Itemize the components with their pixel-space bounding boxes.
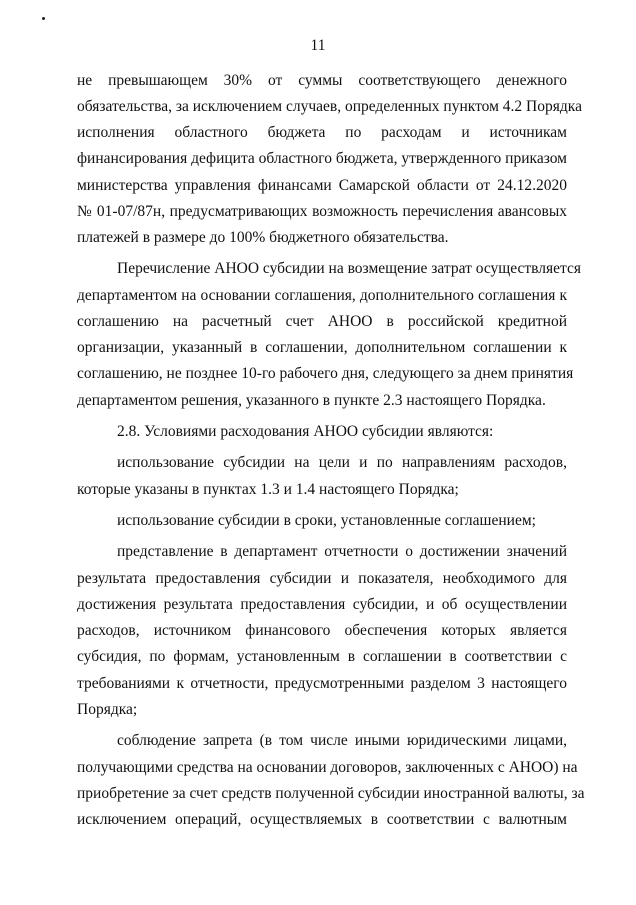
text-line: не превышающем 30% от суммы соответствующего денежного	[77, 72, 567, 89]
text-line: департаментом на основании соглашения, дополнительного соглашения к	[77, 287, 567, 304]
text-line: Порядка;	[77, 701, 138, 718]
text-line: использование субсидии на цели и по направлениям расходов,	[117, 454, 567, 471]
text-line: которые указаны в пунктах 1.3 и 1.4 настоящего Порядка;	[77, 481, 459, 498]
scan-speck	[42, 17, 45, 20]
text-line: департаментом решения, указанного в пункте 2.3 настоящего Порядка.	[77, 392, 546, 409]
text-line: № 01-07/87н, предусматривающих возможность перечисления авансовых	[77, 203, 567, 220]
text-line: получающими средства на основании договоров, заключенных с АНОО) на	[77, 759, 578, 776]
text-line: использование субсидии в сроки, установленные соглашением;	[117, 512, 536, 529]
text-line: исключением операций, осуществляемых в соответствии с валютным	[77, 811, 567, 828]
text-line: платежей в размере до 100% бюджетного обязательства.	[77, 229, 449, 246]
text-line: представление в департамент отчетности о достижении значений	[117, 543, 567, 560]
text-line: расходов, источником финансового обеспечения которых является	[77, 622, 567, 639]
text-line: организации, указанный в соглашении, дополнительном соглашении к	[77, 339, 567, 356]
section-heading: 2.8. Условиями расходования АНОО субсидии являются:	[117, 423, 494, 440]
text-line: Перечисление АНОО субсидии на возмещение затрат осуществляется	[117, 260, 581, 277]
text-line: требованиями к отчетности, предусмотренными разделом 3 настоящего	[77, 675, 567, 692]
text-line: финансирования дефицита областного бюджета, утвержденного приказом	[77, 150, 567, 167]
text-line: министерства управления финансами Самарской области от 24.12.2020	[77, 177, 567, 194]
text-line: результата предоставления субсидии и показателя, необходимого для	[77, 570, 567, 587]
text-line: субсидия, по формам, установленным в соглашении в соответствии с	[77, 648, 567, 665]
text-line: приобретение за счет средств полученной субсидии иностранной валюты, за	[77, 785, 585, 802]
page-number: 11	[310, 37, 326, 54]
text-line: достижения результата предоставления субсидии, и об осуществлении	[77, 596, 567, 613]
text-line: соглашению, не позднее 10-го рабочего дня, следующего за днем принятия	[77, 365, 574, 382]
text-line: исполнения областного бюджета по расходам и источникам	[77, 124, 567, 141]
text-line: соглашению на расчетный счет АНОО в российской кредитной	[77, 313, 567, 330]
text-line: обязательства, за исключением случаев, определенных пунктом 4.2 Порядка	[77, 98, 582, 115]
text-line: соблюдение запрета (в том числе иными юридическими лицами,	[117, 732, 567, 749]
